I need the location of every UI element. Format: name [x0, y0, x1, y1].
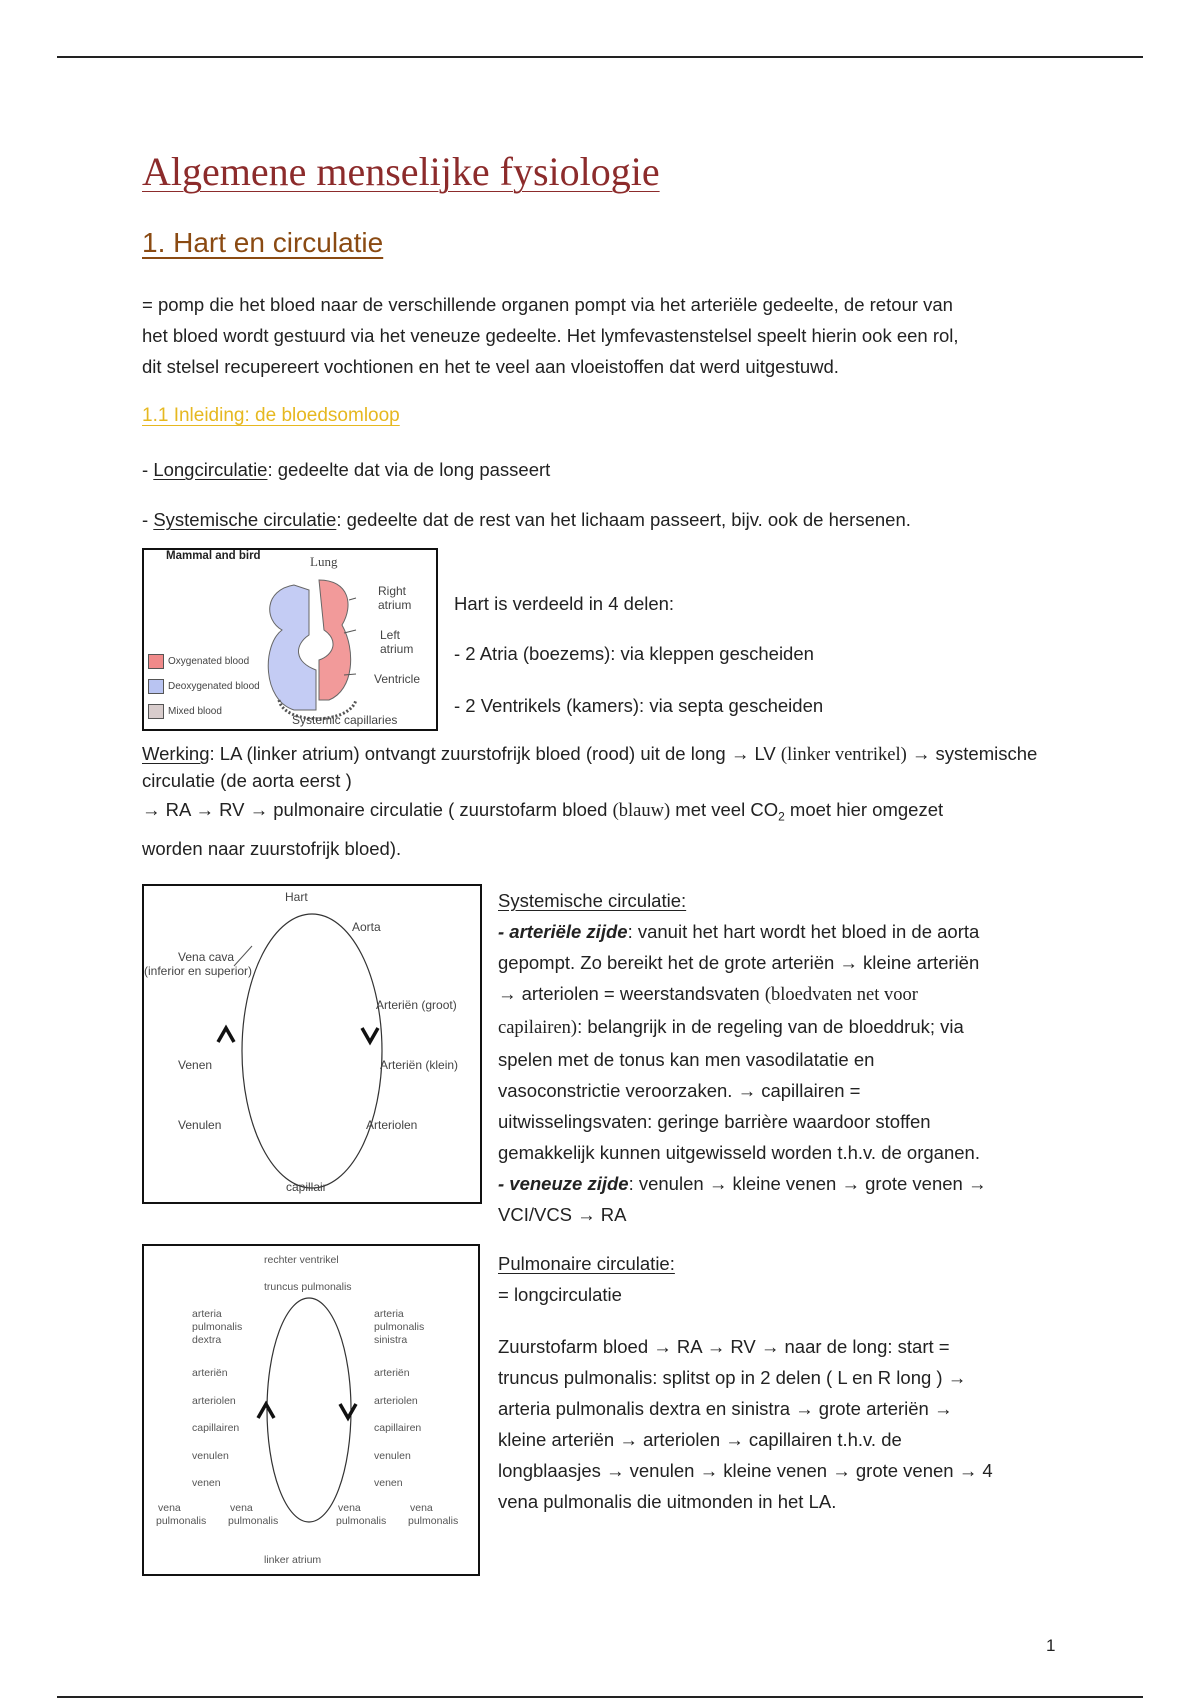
text: vena: [410, 1502, 433, 1514]
label-ventricle: Ventricle: [374, 672, 421, 686]
legend-swatch: [148, 654, 164, 669]
text: vasoconstrictie veroorzaken.: [498, 1080, 738, 1101]
arrow: →: [839, 952, 858, 973]
vena-pulmonalis-3: [336, 1502, 386, 1528]
systemic-drawing: [144, 886, 480, 1202]
systemic-line: [498, 947, 986, 978]
spacer: [498, 1310, 993, 1331]
label-arteriolen: Arteriolen: [366, 1118, 418, 1132]
label-left-atrium-1: Left: [380, 628, 401, 642]
heart-parts-atria: - 2 Atria (boezems): via kleppen gescheiden: [454, 643, 814, 664]
label-left-atrium-2: atrium: [380, 642, 414, 656]
text: : vanuit het hart wordt het bloed in de aorta: [627, 921, 980, 942]
pulmonary-line: Zuurstofarm bloed → RA → RV → naar de long: start =: [498, 1336, 950, 1357]
heart-figure: [142, 548, 438, 731]
text: arteria: [374, 1308, 404, 1320]
text: dextra: [192, 1334, 222, 1346]
text: pulmonalis: [374, 1321, 425, 1333]
arrow: →: [967, 1173, 987, 1194]
left-list: [192, 1360, 239, 1498]
label-venulen: Venulen: [178, 1118, 222, 1132]
legend-text: Mixed blood: [168, 706, 222, 718]
arrow: →: [737, 1080, 757, 1101]
pulmonary-line: arteria pulmonalis dextra en sinistra → grote arteriën →: [498, 1398, 953, 1419]
label-lung: Lung: [310, 554, 338, 569]
text: pulmonalis: [156, 1515, 207, 1527]
arrow: →: [498, 983, 517, 1004]
label-capillair: capillair: [286, 1180, 327, 1194]
document-title: Algemene menselijke fysiologie: [142, 149, 660, 194]
pulmonary-line: kleine arteriën → arteriolen → capillairen t.h.v. de: [498, 1429, 902, 1450]
pulmonary-heading: Pulmonaire circulatie:: [498, 1253, 675, 1274]
werking-text: (blauw): [612, 801, 671, 821]
label-aorta: Aorta: [352, 920, 381, 934]
werking-line-2: circulatie (de aorta eerst ): [142, 770, 352, 791]
vena-pulmonalis-2: [228, 1502, 278, 1528]
werking-paragraph: [142, 741, 1037, 865]
label-arterien-klein: Arteriën (klein): [380, 1058, 459, 1072]
intro-line: het bloed wordt gestuurd via het veneuze gedeelte. Het lymfevastenstelsel speelt hierin ook een rol,: [142, 325, 959, 346]
subscript: 2: [778, 809, 785, 824]
systemische-def: : gedeelte dat de rest van het lichaam passeert, bijv. ook de hersenen.: [336, 509, 911, 530]
text: : venulen: [628, 1173, 709, 1194]
vena-pulmonalis-4: [408, 1502, 458, 1528]
bottom-rule: [57, 1696, 1143, 1698]
pulmonary-line: vena pulmonalis die uitmonden in het LA.: [498, 1491, 837, 1512]
text: arteria: [192, 1308, 222, 1320]
legend-mixed: [148, 704, 222, 719]
pulmonary-line: longblaasjes → venulen → kleine venen → grote venen → 4: [498, 1460, 993, 1481]
intro-line: = pomp die het bloed naar de verschillende organen pompt via het arteriële gedeelte, de retour van: [142, 294, 953, 315]
systemic-heading: Systemische circulatie:: [498, 890, 687, 911]
list-item: venen: [374, 1477, 403, 1489]
legend-oxygenated: [148, 654, 249, 669]
werking-text: met veel CO: [670, 799, 779, 820]
legend-swatch: [148, 704, 164, 719]
label-arterien-groot: Arteriën (groot): [376, 998, 457, 1012]
intro-paragraph: [142, 289, 959, 382]
text: vena: [338, 1502, 361, 1514]
arrow: →: [841, 1173, 860, 1194]
label-right-atrium-2: atrium: [378, 598, 412, 612]
label-hart: Hart: [285, 890, 308, 904]
text: vena: [158, 1502, 181, 1514]
systemic-line: [498, 1199, 986, 1230]
arrow: →: [577, 1204, 596, 1225]
text: gepompt. Zo bereikt het de grote arteriën: [498, 952, 840, 973]
systemische-term: Systemische circulatie: [153, 509, 337, 530]
legend-text: Deoxygenated blood: [168, 681, 260, 693]
longcirculatie-line: - Longcirculatie: gedeelte dat via de long passeert: [142, 459, 551, 480]
page-number: 1: [1046, 1636, 1056, 1655]
list-item: arteriën: [374, 1367, 410, 1379]
top-rule: [57, 56, 1143, 58]
heart-parts-ventricles: - 2 Ventrikels (kamers): via septa gescheiden: [454, 695, 824, 716]
text: pulmonalis: [336, 1515, 387, 1527]
werking-text: RA: [160, 799, 196, 820]
list-item: capillairen: [192, 1422, 240, 1434]
werking-text: systemische: [930, 743, 1038, 764]
systemic-line: [498, 1168, 986, 1199]
label-vena-cava: Vena cava: [178, 950, 235, 964]
list-item: arteriolen: [192, 1394, 236, 1407]
werking-text: RV: [213, 799, 250, 820]
text: : belangrijk in de regeling van de bloeddruk; via: [577, 1016, 964, 1037]
arrow: →: [142, 799, 161, 820]
list-item: arteriolen: [374, 1394, 418, 1407]
werking-text: pulmonaire circulatie ( zuurstofarm bloed: [268, 799, 613, 820]
werking-line-1: [142, 741, 1037, 768]
werking-text: (linker ventrikel): [780, 745, 907, 765]
list-item: venulen: [374, 1449, 411, 1462]
right-head: [374, 1308, 424, 1347]
systemic-text: [498, 885, 986, 1230]
text: RA: [595, 1204, 627, 1225]
text: vena: [230, 1502, 253, 1514]
label-venen: Venen: [178, 1058, 213, 1072]
text: (bloedvaten net voor: [764, 985, 918, 1005]
heart-parts-intro: Hart is verdeeld in 4 delen:: [454, 593, 675, 614]
werking-line-4: worden naar zuurstofrijk bloed).: [142, 837, 402, 859]
arrow: →: [249, 799, 269, 820]
werking-text: moet hier omgezet: [784, 799, 944, 820]
arrow: →: [730, 743, 750, 764]
arterial-side-label: - arteriële zijde: [498, 921, 628, 942]
list-item: venen: [192, 1477, 221, 1489]
pulmonary-sub: = longcirculatie: [498, 1284, 622, 1305]
longcirculatie-term: Longcirculatie: [153, 459, 268, 480]
systemic-line: [498, 1075, 986, 1106]
arrow: →: [911, 743, 931, 764]
text: kleine venen: [727, 1173, 842, 1194]
right-list: [374, 1360, 421, 1498]
systemic-line: spelen met de tonus kan men vasodilatatie en: [498, 1049, 875, 1070]
werking-line-3: [142, 794, 1037, 833]
text: VCI/VCS: [498, 1204, 578, 1225]
section-heading: 1. Hart en circulatie: [142, 227, 384, 258]
list-item: capillairen: [374, 1422, 422, 1434]
text: kleine arteriën: [857, 952, 980, 973]
systemische-line: - Systemische circulatie: gedeelte dat de rest van het lichaam passeert, bijv. ook de hersenen.: [142, 509, 911, 530]
intro-line: dit stelsel recupereert vochtionen en het te veel aan vloeistoffen dat werd uitgestuwd.: [142, 356, 839, 377]
systemic-line: uitwisselingsvaten: geringe barrière waardoor stoffen: [498, 1111, 931, 1132]
text: capilairen): [498, 1018, 578, 1038]
label-truncus-pulmonalis: truncus pulmonalis: [264, 1281, 352, 1293]
list-item: venulen: [192, 1449, 229, 1462]
longcirculatie-def: : gedeelte dat via de long passeert: [267, 459, 551, 480]
legend-swatch: [148, 679, 164, 694]
systemic-line: gemakkelijk kunnen uitgewisseld worden t.h.v. de organen.: [498, 1142, 980, 1163]
label-rechter-ventrikel: rechter ventrikel: [264, 1254, 339, 1266]
left-head: [192, 1308, 242, 1347]
werking-text: LV: [749, 743, 781, 764]
text: pulmonalis: [228, 1515, 279, 1527]
list-item: arteriën: [192, 1367, 228, 1379]
text: sinistra: [374, 1334, 408, 1346]
systemic-line: [498, 978, 986, 1011]
text: pulmonalis: [192, 1321, 243, 1333]
pulmonary-figure: [142, 1244, 480, 1576]
pulmonary-line: truncus pulmonalis: splitst op in 2 delen ( L en R long ) →: [498, 1367, 967, 1388]
label-right-atrium-1: Right: [378, 584, 407, 598]
subsection-heading: 1.1 Inleiding: de bloedsomloop: [142, 405, 400, 426]
legend-deoxygenated: [148, 679, 260, 694]
label-vena-cava-sub: (inferior en superior): [144, 964, 253, 978]
venous-side-label: - veneuze zijde: [498, 1173, 629, 1194]
arrow: →: [195, 799, 214, 820]
systemic-figure: [142, 884, 482, 1204]
heart-figure-title: Mammal and bird: [166, 550, 261, 562]
text: capillairen =: [756, 1080, 861, 1101]
text: grote venen: [859, 1173, 968, 1194]
label-systemic-capillaries: Systemic capillaries: [292, 713, 398, 727]
systemic-line: [498, 1011, 986, 1044]
text: arteriolen = weerstandsvaten: [516, 983, 765, 1004]
werking-text: : LA (linker atrium) ontvangt zuurstofrijk bloed (rood) uit de long: [209, 743, 731, 764]
werking-term: Werking: [142, 743, 210, 764]
vena-pulmonalis-1: [156, 1502, 206, 1528]
arrow: →: [708, 1173, 728, 1194]
systemic-line: [498, 916, 986, 947]
pulmonary-text: [498, 1248, 993, 1517]
text: pulmonalis: [408, 1515, 459, 1527]
legend-text: Oxygenated blood: [168, 656, 250, 668]
label-linker-atrium: linker atrium: [264, 1554, 322, 1566]
